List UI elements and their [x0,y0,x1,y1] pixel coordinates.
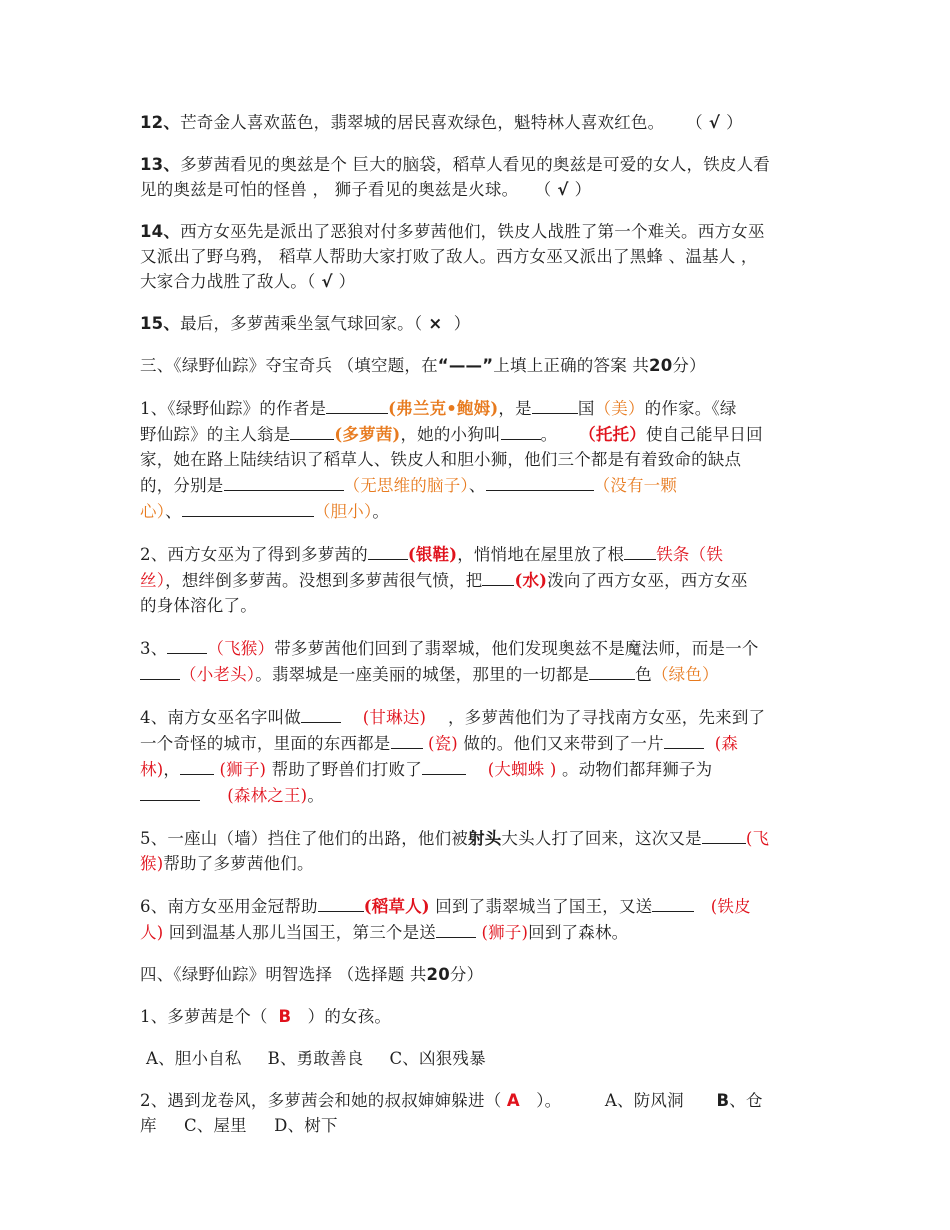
answer-text: (甘琳达) [362,708,427,727]
answer-blank[interactable] [140,782,200,801]
question-text: 4、南方女巫名字叫做 [140,708,301,727]
item-text: 大家合力战胜了敌人。 [140,272,307,291]
question-text: 2、西方女巫为了得到多萝茜的 [140,545,368,564]
question-text: 帮助了多萝茜他们。 [163,854,314,873]
question-text: 使自己能早日回 [645,425,763,444]
question-text: ，悄悄地在屋里放了根 [457,545,625,564]
question-text: 、 [468,476,486,495]
answer-text: （没有一颗 [593,476,678,495]
question-text: ）。 [536,1091,562,1110]
tf-item-15: 15、最后，多萝茜乘坐氢气球回家。（ × ） [140,314,471,333]
answer-text: 林) [140,760,164,779]
fill-question-3 [140,635,820,687]
answer-text: (森 [714,734,739,753]
question-text: 的身体溶化了。 [140,596,257,615]
choice-question-1 [140,1004,820,1029]
answer-blank[interactable] [664,730,704,749]
answer-text: (多萝茜) [334,425,401,444]
fill-question-5 [140,825,820,876]
answer-text: 铁条（铁 [656,545,724,564]
option-b[interactable] [717,1091,763,1110]
answer-blank[interactable] [486,472,594,491]
answer-blank[interactable] [624,541,656,560]
answer-text: （小老头） [180,665,256,684]
fill-question-2 [140,541,820,618]
check-mark: √ [708,113,721,132]
question-text: 回到了森林。 [528,923,629,942]
item-number: 12、 [140,113,181,132]
answer-blank[interactable] [167,635,207,654]
answer-blank[interactable] [290,421,334,440]
question-text: 回到温基人那儿当国王，第三个是送 [168,923,436,942]
answer-text: (水) [514,571,548,590]
option-a[interactable]: A、胆小自私 [146,1049,242,1068]
answer-text: (稻草人) [363,897,430,916]
heading-text: 三、《绿野仙踪》夺宝奇兵 （填空题，在 [140,356,438,375]
item-text: 西方女巫先是派出了恶狼对付多萝茜他们，铁皮人战胜了第一个难关。西方女巫 [180,222,765,241]
question-text: ，多萝茜他们为了寻找南方女巫，先来到了 [447,708,766,727]
tf-item-13: 13、多萝茜看见的奥兹是个 巨大的脑袋，稻草人看见的奥兹是可爱的女人，铁皮人看 见的奥兹是可怕的怪兽 ， 狮子看见的奥兹是火球。 （ √ ） [140,155,771,199]
item-number: 14、 [140,222,181,241]
section-3-heading [140,353,820,378]
question-text: 1、多萝茜是个（ [140,1007,268,1026]
question-text: 。 [540,425,558,444]
heading-quote: “——” [437,356,494,375]
question-text: 泼向了西方女巫，西方女巫 [547,571,748,590]
answer-text: （美） [594,399,645,418]
answer-blank[interactable] [140,661,180,680]
answer-text: (狮子) [481,923,529,942]
question-text: 大头人打了回来，这次又是 [501,829,702,848]
question-text: 5、一座山（墙）挡住了他们的出路，他们被 [140,829,468,848]
item-number: 15、 [140,314,181,333]
fill-question-6 [140,893,820,945]
question-text: 国 [577,399,595,418]
answer-text: (银鞋) [407,545,458,564]
heading-text: 上填上正确的答案 共 [493,356,650,375]
question-text: 1、《绿野仙踪》的作者是 [140,399,327,418]
answer-text: （飞猴） [207,639,275,658]
answer-text: 人) [140,923,164,942]
heading-text: 分） [672,356,706,375]
question-text: 。 [372,502,390,521]
question-text: ，想绊倒多萝茜。没想到多萝茜很气愤，把 [165,571,483,590]
answer-blank[interactable] [532,395,578,414]
answer-text: 丝） [140,571,166,590]
option-d[interactable]: D、树下 [274,1116,338,1135]
question-text: 帮助了野兽们打败了 [271,760,422,779]
answer-blank[interactable] [501,421,541,440]
question-text: 。翡翠城是一座美丽的城堡，那里的一切都是 [255,665,590,684]
question-text: 一个奇怪的城市，里面的东西都是 [140,734,391,753]
item-number: 13、 [140,155,181,174]
option-text: 、仓 [729,1091,763,1110]
answer-letter: B [278,1007,292,1026]
question-text: 的作家。《绿 [644,399,737,418]
option-a[interactable]: A、防风洞 [604,1091,684,1110]
question-text: 家，她在路上陆续结识了稻草人、铁皮人和胆小狮，他们三个都是有着致命的缺点 [140,450,742,469]
answer-text: 猴) [140,854,164,873]
answer-blank[interactable] [301,704,341,723]
cross-mark: × [428,314,443,333]
answer-blank[interactable] [422,756,466,775]
question-text: 射头 [468,829,502,848]
answer-blank[interactable] [368,541,408,560]
item-text: 芒奇金人喜欢蓝色，翡翠城的居民喜欢绿色，魁特林人喜欢红色。 [180,113,665,132]
item-text: 又派出了野乌鸦， 稻草人帮助大家打败了敌人。西方女巫又派出了黑蜂 、温基人 ， [140,247,758,266]
answer-text: (铁皮 [710,897,751,916]
answer-blank[interactable] [436,919,476,938]
choice-question-2 [140,1088,820,1138]
question-text: ，是 [498,399,532,418]
tf-item-14: 14、西方女巫先是派出了恶狼对付多萝茜他们，铁皮人战胜了第一个难关。西方女巫 又派出了野乌鸦， 稻草人帮助大家打败了敌人。西方女巫又派出了黑蜂 、温基人 ， 大家合力战胜了敌人。（ √ ） [140,222,765,291]
answer-text: 心） [140,502,166,521]
choice-options-1 [140,1046,820,1071]
answer-blank[interactable] [326,395,388,414]
question-text: 2、遇到龙卷风，多萝茜会和她的叔叔婶婶躲进（ [140,1091,502,1110]
answer-blank[interactable] [652,893,694,912]
answer-blank[interactable] [318,893,364,912]
answer-blank[interactable] [702,825,746,844]
item-text: 见的奥兹是可怕的怪兽 ， 狮子看见的奥兹是火球。 [140,180,519,199]
answer-blank[interactable] [589,661,635,680]
question-text: 带多萝茜他们回到了翡翠城，他们发现奥兹不是魔法师，而是一个 [274,639,759,658]
answer-blank[interactable] [180,756,214,775]
section-4-heading [140,962,820,987]
option-letter: B [716,1091,730,1110]
answer-text: （托托） [579,425,646,444]
answer-text: (狮子) [219,760,267,779]
heading-score: 20 [426,965,450,984]
item-text: 最后，多萝茜乘坐氢气球回家。 [180,314,414,333]
question-text: 回到了翡翠城当了国王，又送 [435,897,653,916]
question-text: ，她的小狗叫 [400,425,501,444]
question-text: 3、 [140,639,168,658]
question-text: 的，分别是 [140,476,224,495]
answer-letter: A [506,1091,520,1110]
option-c[interactable]: C、凶狠残暴 [389,1049,486,1068]
question-text: 。动物们都拜狮子为 [562,760,713,779]
answer-text: （绿色） [651,665,719,684]
fill-question-4 [140,704,820,808]
item-text: 多萝茜看见的奥兹是个 巨大的脑袋，稻草人看见的奥兹是可爱的女人，铁皮人看 [180,155,771,174]
heading-score: 20 [649,356,673,375]
question-text: 野仙踪》的主人翁是 [140,425,291,444]
option-text: 库 [140,1116,157,1135]
answer-text: （胆小） [313,502,373,521]
answer-text: (瓷) [427,734,458,753]
answer-text: (大蜘蛛 ) [487,760,557,779]
question-text: 做的。他们又来带到了一片 [463,734,664,753]
heading-text: 四、《绿野仙踪》明智选择 （选择题 共 [140,965,427,984]
tf-item-12: 12、芒奇金人喜欢蓝色，翡翠城的居民喜欢绿色，魁特林人喜欢红色。 （ √ ） [140,113,743,132]
answer-blank[interactable] [224,472,344,491]
question-text: 色 [635,665,652,684]
question-text: 6、南方女巫用金冠帮助 [140,897,318,916]
answer-blank[interactable] [391,730,423,749]
question-text: 。 [307,786,325,805]
answer-text: (森林之王) [227,786,308,805]
answer-text: (飞 [745,829,770,848]
heading-text: 分） [449,965,484,984]
option-b[interactable]: B、勇敢善良 [267,1049,364,1068]
answer-blank[interactable] [482,567,514,586]
answer-blank[interactable] [182,498,314,517]
answer-text: (弗兰克•鲍姆) [388,399,499,418]
answer-text: （无思维的脑子） [343,476,469,495]
fill-question-1 [140,395,820,524]
question-text: ）的女孩。 [307,1007,392,1026]
check-mark: √ [557,180,569,199]
check-mark: √ [321,272,333,291]
option-c[interactable]: C、屋里 [183,1116,247,1135]
question-text: ， [163,760,181,779]
question-text: 、 [165,502,182,521]
